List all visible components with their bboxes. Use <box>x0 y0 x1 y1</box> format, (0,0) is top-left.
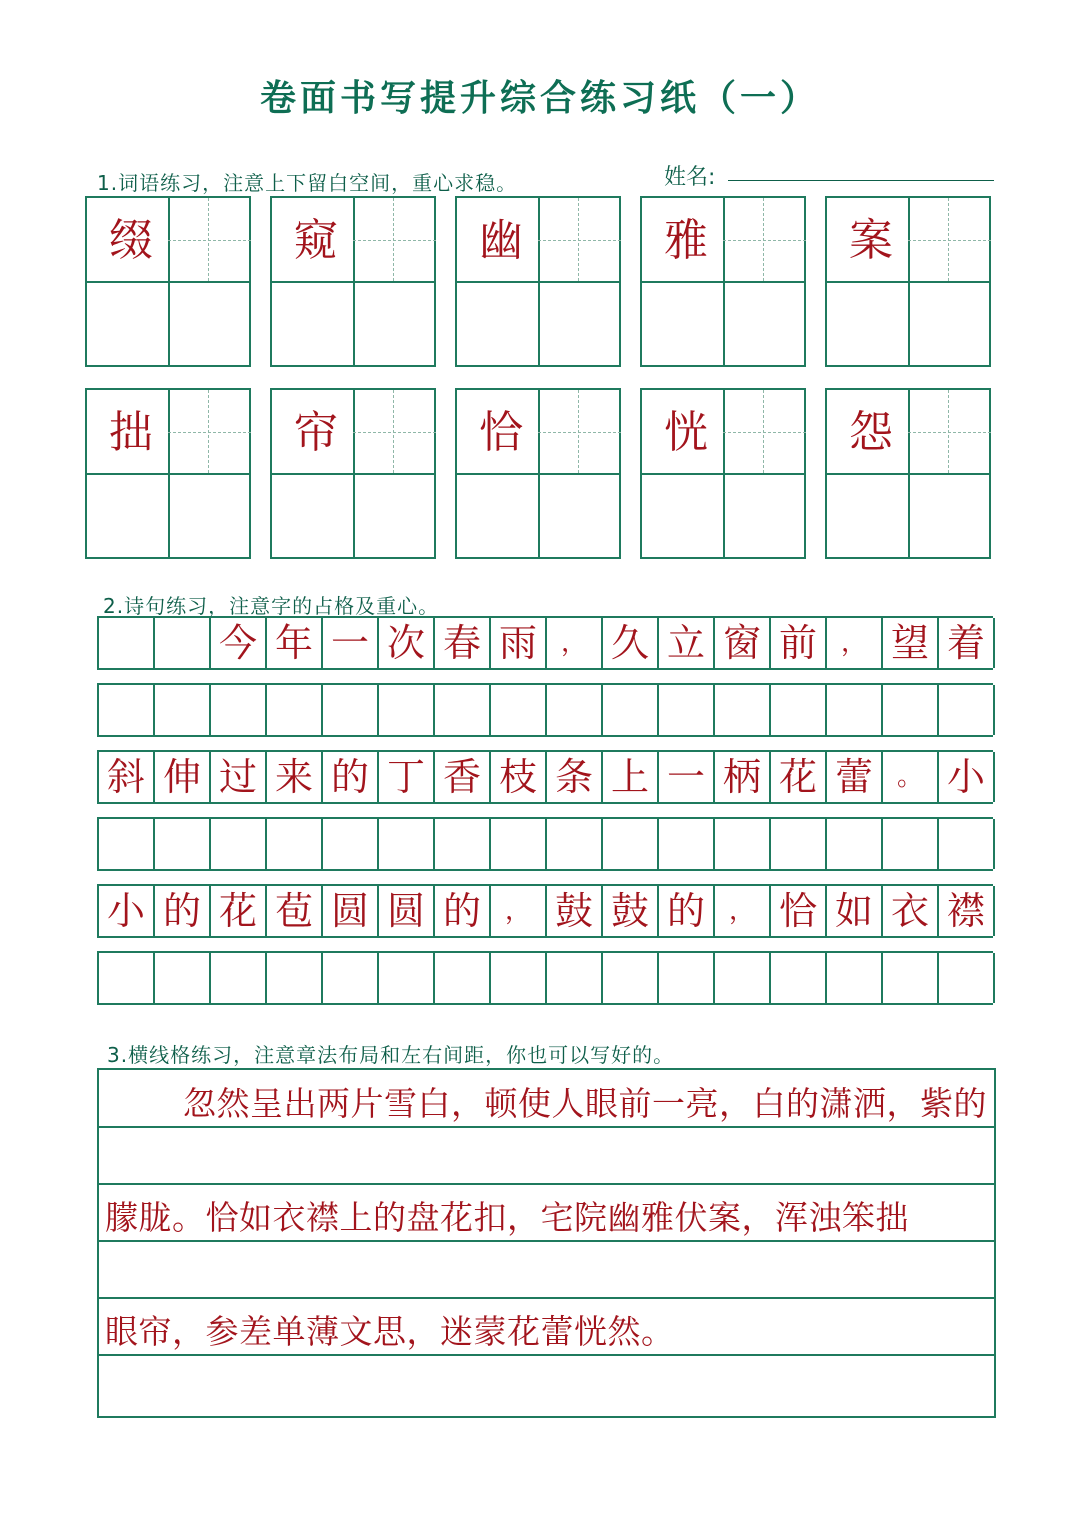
sample-char: 案 <box>849 215 893 266</box>
poem-char-cell[interactable]: 如 <box>827 886 883 936</box>
empty-grid-cell[interactable] <box>659 953 715 1003</box>
poem-char-cell[interactable]: 伸 <box>155 752 211 802</box>
empty-grid-cell[interactable] <box>379 685 435 735</box>
empty-grid-cell[interactable] <box>547 685 603 735</box>
line-rule <box>99 1183 994 1185</box>
poem-row <box>97 817 993 871</box>
poem-char-cell[interactable]: 雨 <box>491 618 547 668</box>
sample-char: 怨 <box>849 407 893 458</box>
line-rule <box>99 1354 994 1356</box>
poem-char-cell[interactable]: 香 <box>435 752 491 802</box>
empty-grid-cell[interactable] <box>939 685 995 735</box>
poem-char-cell[interactable]: 。 <box>883 752 939 802</box>
empty-grid-cell[interactable] <box>883 685 939 735</box>
section1-instruction: 1.词语练习，注意上下留白空间，重心求稳。 <box>97 171 518 195</box>
empty-grid-cell[interactable] <box>827 953 883 1003</box>
poem-char-cell[interactable]: 年 <box>267 618 323 668</box>
poem-row <box>97 616 993 670</box>
sample-char: 雅 <box>664 215 708 266</box>
poem-char-cell[interactable]: 立 <box>659 618 715 668</box>
empty-grid-cell[interactable] <box>771 953 827 1003</box>
empty-grid-cell[interactable] <box>547 819 603 869</box>
poem-char-cell[interactable]: 襟 <box>939 886 995 936</box>
sample-line-2: 朦胧。恰如衣襟上的盘花扣，宅院幽雅伏案，浑浊笨拙 <box>105 1198 909 1237</box>
poem-char-cell[interactable]: 前 <box>771 618 827 668</box>
section3-instruction: 3.横线格练习，注意章法布局和左右间距，你也可以写好的。 <box>107 1043 675 1067</box>
poem-char-cell[interactable]: 鼓 <box>547 886 603 936</box>
poem-char-cell[interactable]: 花 <box>211 886 267 936</box>
sample-line-1: 忽然呈出两片雪白，顿使人眼前一亮，白的潇洒，紫的 <box>183 1084 987 1123</box>
empty-grid-cell[interactable] <box>435 819 491 869</box>
line-rule <box>99 1126 994 1128</box>
tianzi-box[interactable] <box>825 388 991 559</box>
tianzi-box[interactable] <box>455 196 621 367</box>
poem-char-cell[interactable]: 上 <box>603 752 659 802</box>
section2-instruction: 2.诗句练习，注意字的占格及重心。 <box>103 594 440 618</box>
poem-row <box>97 884 993 938</box>
tianzi-box[interactable] <box>85 388 251 559</box>
poem-char-cell[interactable]: 着 <box>939 618 995 668</box>
sample-line-3: 眼帘，参差单薄文思，迷蒙花蕾恍然。 <box>105 1312 675 1351</box>
poem-char-cell[interactable]: 小 <box>939 752 995 802</box>
name-input-line[interactable] <box>728 180 994 181</box>
empty-grid-cell[interactable] <box>603 953 659 1003</box>
poem-char-cell[interactable]: 丁 <box>379 752 435 802</box>
empty-grid-cell[interactable] <box>491 819 547 869</box>
sample-char: 幽 <box>479 215 523 266</box>
poem-char-cell[interactable]: 一 <box>659 752 715 802</box>
lined-practice-area[interactable] <box>97 1068 996 1418</box>
empty-grid-cell[interactable] <box>267 953 323 1003</box>
sample-char: 帘 <box>294 407 338 458</box>
poem-char-cell[interactable]: 久 <box>603 618 659 668</box>
tianzi-box[interactable] <box>270 388 436 559</box>
line-rule <box>99 1297 994 1299</box>
empty-grid-cell[interactable] <box>155 953 211 1003</box>
empty-grid-cell[interactable] <box>99 953 155 1003</box>
empty-grid-cell[interactable] <box>211 953 267 1003</box>
tianzi-box[interactable] <box>640 196 806 367</box>
poem-char-cell[interactable]: ， <box>547 618 603 668</box>
empty-grid-cell[interactable] <box>267 819 323 869</box>
tianzi-box[interactable] <box>640 388 806 559</box>
poem-row <box>97 750 993 804</box>
poem-char-cell[interactable]: 窗 <box>715 618 771 668</box>
empty-grid-cell[interactable] <box>827 819 883 869</box>
empty-grid-cell[interactable] <box>659 819 715 869</box>
sample-char: 拙 <box>109 407 153 458</box>
poem-char-cell[interactable]: 一 <box>323 618 379 668</box>
poem-row <box>97 683 993 737</box>
poem-char-cell[interactable]: 花 <box>771 752 827 802</box>
empty-grid-cell[interactable] <box>99 618 155 668</box>
empty-grid-cell[interactable] <box>715 953 771 1003</box>
poem-char-cell[interactable]: 条 <box>547 752 603 802</box>
poem-char-cell[interactable]: 望 <box>883 618 939 668</box>
poem-char-cell[interactable]: 斜 <box>99 752 155 802</box>
page-title: 卷面书写提升综合练习纸（一） <box>259 77 820 119</box>
empty-grid-cell[interactable] <box>491 953 547 1003</box>
poem-char-cell[interactable]: 小 <box>99 886 155 936</box>
empty-grid-cell[interactable] <box>435 953 491 1003</box>
empty-grid-cell[interactable] <box>155 819 211 869</box>
empty-grid-cell[interactable] <box>603 685 659 735</box>
sample-char: 窥 <box>294 215 338 266</box>
empty-grid-cell[interactable] <box>323 819 379 869</box>
empty-grid-cell[interactable] <box>939 819 995 869</box>
tianzi-box[interactable] <box>270 196 436 367</box>
poem-char-cell[interactable]: ， <box>715 886 771 936</box>
empty-grid-cell[interactable] <box>939 953 995 1003</box>
empty-grid-cell[interactable] <box>155 618 211 668</box>
empty-grid-cell[interactable] <box>715 685 771 735</box>
empty-grid-cell[interactable] <box>211 685 267 735</box>
poem-char-cell[interactable]: 圆 <box>379 886 435 936</box>
poem-char-cell[interactable]: ， <box>827 618 883 668</box>
poem-char-cell[interactable]: 蕾 <box>827 752 883 802</box>
poem-char-cell[interactable]: 的 <box>435 886 491 936</box>
empty-grid-cell[interactable] <box>323 953 379 1003</box>
poem-char-cell[interactable]: 春 <box>435 618 491 668</box>
poem-char-cell[interactable]: 来 <box>267 752 323 802</box>
empty-grid-cell[interactable] <box>99 685 155 735</box>
empty-grid-cell[interactable] <box>715 819 771 869</box>
line-rule <box>99 1240 994 1242</box>
sample-char: 恍 <box>664 407 708 458</box>
empty-grid-cell[interactable] <box>211 819 267 869</box>
poem-row <box>97 951 993 1005</box>
poem-char-cell[interactable]: 恰 <box>771 886 827 936</box>
name-label: 姓名: <box>664 165 716 190</box>
poem-char-cell[interactable]: 次 <box>379 618 435 668</box>
empty-grid-cell[interactable] <box>155 685 211 735</box>
poem-char-cell[interactable]: 今 <box>211 618 267 668</box>
poem-char-cell[interactable]: 衣 <box>883 886 939 936</box>
empty-grid-cell[interactable] <box>603 819 659 869</box>
poem-char-cell[interactable]: 的 <box>659 886 715 936</box>
empty-grid-cell[interactable] <box>267 685 323 735</box>
empty-grid-cell[interactable] <box>883 953 939 1003</box>
poem-char-cell[interactable]: 柄 <box>715 752 771 802</box>
tianzi-box[interactable] <box>455 388 621 559</box>
sample-char: 恰 <box>479 407 523 458</box>
empty-grid-cell[interactable] <box>547 953 603 1003</box>
empty-grid-cell[interactable] <box>491 685 547 735</box>
poem-char-cell[interactable]: ， <box>491 886 547 936</box>
empty-grid-cell[interactable] <box>771 685 827 735</box>
tianzi-box[interactable] <box>85 196 251 367</box>
empty-grid-cell[interactable] <box>323 685 379 735</box>
empty-grid-cell[interactable] <box>827 685 883 735</box>
empty-grid-cell[interactable] <box>659 685 715 735</box>
poem-char-cell[interactable]: 鼓 <box>603 886 659 936</box>
empty-grid-cell[interactable] <box>883 819 939 869</box>
poem-char-cell[interactable]: 的 <box>155 886 211 936</box>
empty-grid-cell[interactable] <box>99 819 155 869</box>
sample-char: 缀 <box>109 215 153 266</box>
empty-grid-cell[interactable] <box>379 819 435 869</box>
poem-char-cell[interactable]: 苞 <box>267 886 323 936</box>
empty-grid-cell[interactable] <box>379 953 435 1003</box>
tianzi-box[interactable] <box>825 196 991 367</box>
empty-grid-cell[interactable] <box>435 685 491 735</box>
empty-grid-cell[interactable] <box>771 819 827 869</box>
poem-char-cell[interactable]: 的 <box>323 752 379 802</box>
poem-char-cell[interactable]: 圆 <box>323 886 379 936</box>
poem-char-cell[interactable]: 枝 <box>491 752 547 802</box>
poem-char-cell[interactable]: 过 <box>211 752 267 802</box>
